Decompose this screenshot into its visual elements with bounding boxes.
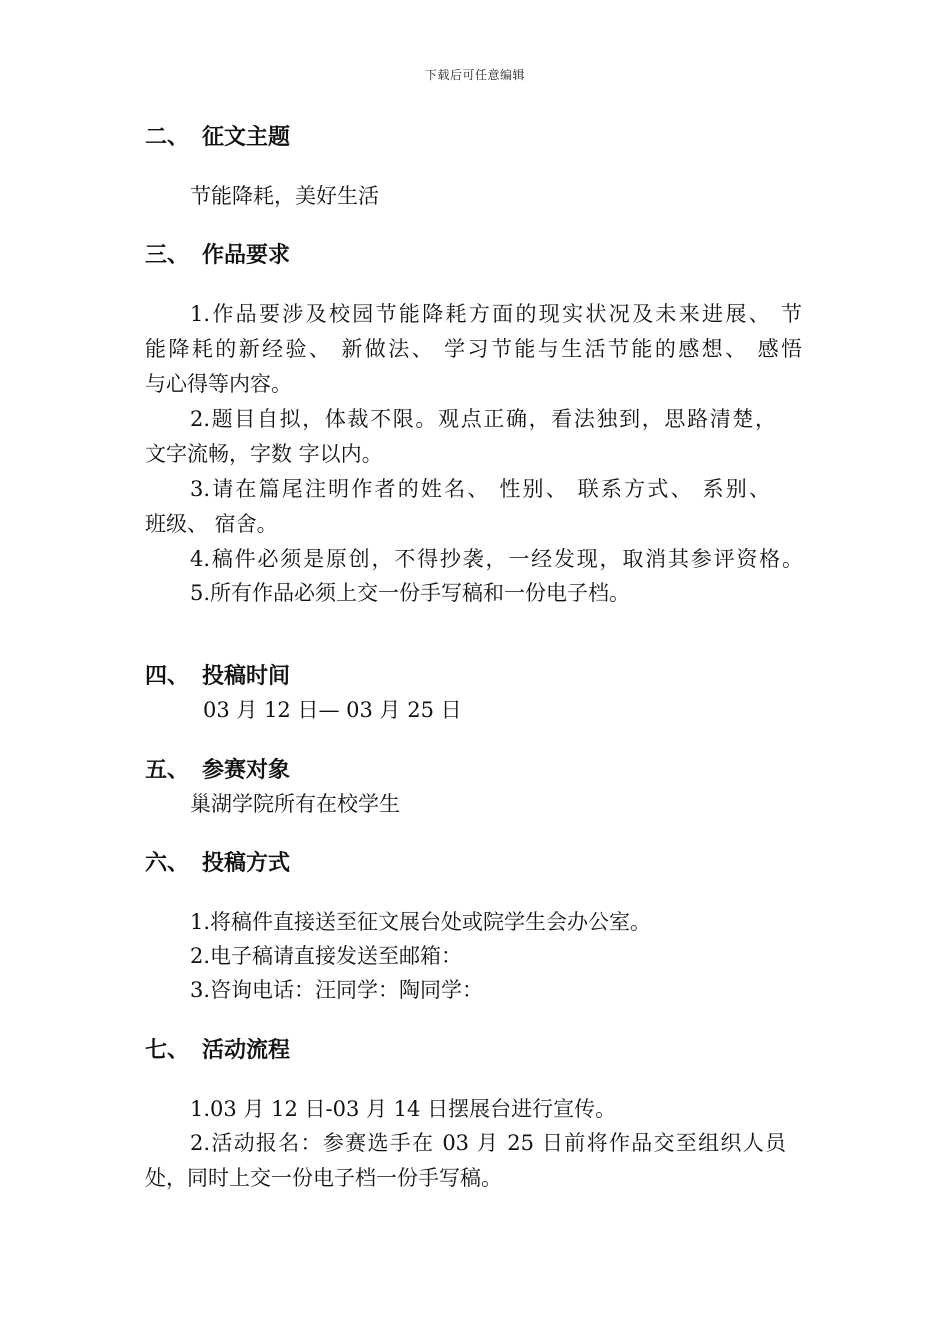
requirement-1-line-1: 1.作品要涉及校园节能降耗方面的现实状况及未来进展、 节 — [190, 302, 802, 326]
theme-text: 节能降耗，美好生活 — [190, 184, 379, 208]
process-1-line-1: 1.03 月 12 日-03 月 14 日摆展台进行宣传。 — [190, 1097, 617, 1121]
section-number: 三、 — [145, 243, 190, 268]
submission-method-2: 2.电子稿请直接发送至邮箱： — [190, 944, 463, 968]
section-number: 六、 — [145, 851, 190, 876]
requirement-3-line-1: 3.请在篇尾注明作者的姓名、 性别、 联系方式、 系别、 — [190, 477, 770, 501]
section-heading-participants — [145, 757, 290, 785]
requirement-4-line-1: 4.稿件必须是原创，不得抄袭，一经发现，取消其参评资格。 — [190, 547, 803, 571]
requirement-1-line-2: 能降耗的新经验、 新做法、 学习节能与生活节能的感想、 感悟 — [145, 337, 802, 361]
section-title: 投稿时间 — [202, 664, 291, 689]
process-2-line-2: 处，同时上交一份电子档一份手写稿。 — [145, 1166, 502, 1190]
requirement-2-line-1: 2.题目自拟，体裁不限。观点正确，看法独到，思路清楚， — [190, 407, 776, 431]
page-header: 下载后可任意编辑 — [424, 68, 525, 82]
section-heading-submission-method — [145, 850, 290, 878]
submission-method-1: 1.将稿件直接送至征文展台处或院学生会办公室。 — [190, 910, 652, 934]
participants-text: 巢湖学院所有在校学生 — [190, 792, 400, 816]
section-title: 征文主题 — [202, 125, 291, 150]
section-heading-process — [145, 1037, 290, 1065]
section-number: 四、 — [145, 664, 190, 689]
requirement-1-line-3: 与心得等内容。 — [145, 372, 292, 396]
section-heading-theme — [145, 124, 290, 152]
requirement-3-line-2: 班级、 宿舍。 — [145, 512, 278, 536]
submission-time-text: 03 月 12 日— 03 月 25 日 — [203, 698, 462, 722]
submission-method-3: 3.咨询电话：汪同学：陶同学： — [190, 978, 484, 1002]
section-title: 投稿方式 — [202, 851, 291, 876]
section-heading-requirements — [145, 242, 290, 270]
section-title: 参赛对象 — [202, 758, 291, 783]
section-title: 作品要求 — [202, 243, 291, 268]
requirement-2-line-2: 文字流畅，字数 字以内。 — [145, 442, 383, 466]
section-number: 二、 — [145, 125, 190, 150]
section-number: 五、 — [145, 758, 190, 783]
requirement-5-line-1: 5.所有作品必须上交一份手写稿和一份电子档。 — [190, 581, 631, 605]
section-number: 七、 — [145, 1038, 190, 1063]
section-heading-submission-time — [145, 663, 290, 691]
process-2-line-1: 2.活动报名：参赛选手在 03 月 25 日前将作品交至组织人员 — [190, 1131, 786, 1155]
section-title: 活动流程 — [202, 1038, 291, 1063]
